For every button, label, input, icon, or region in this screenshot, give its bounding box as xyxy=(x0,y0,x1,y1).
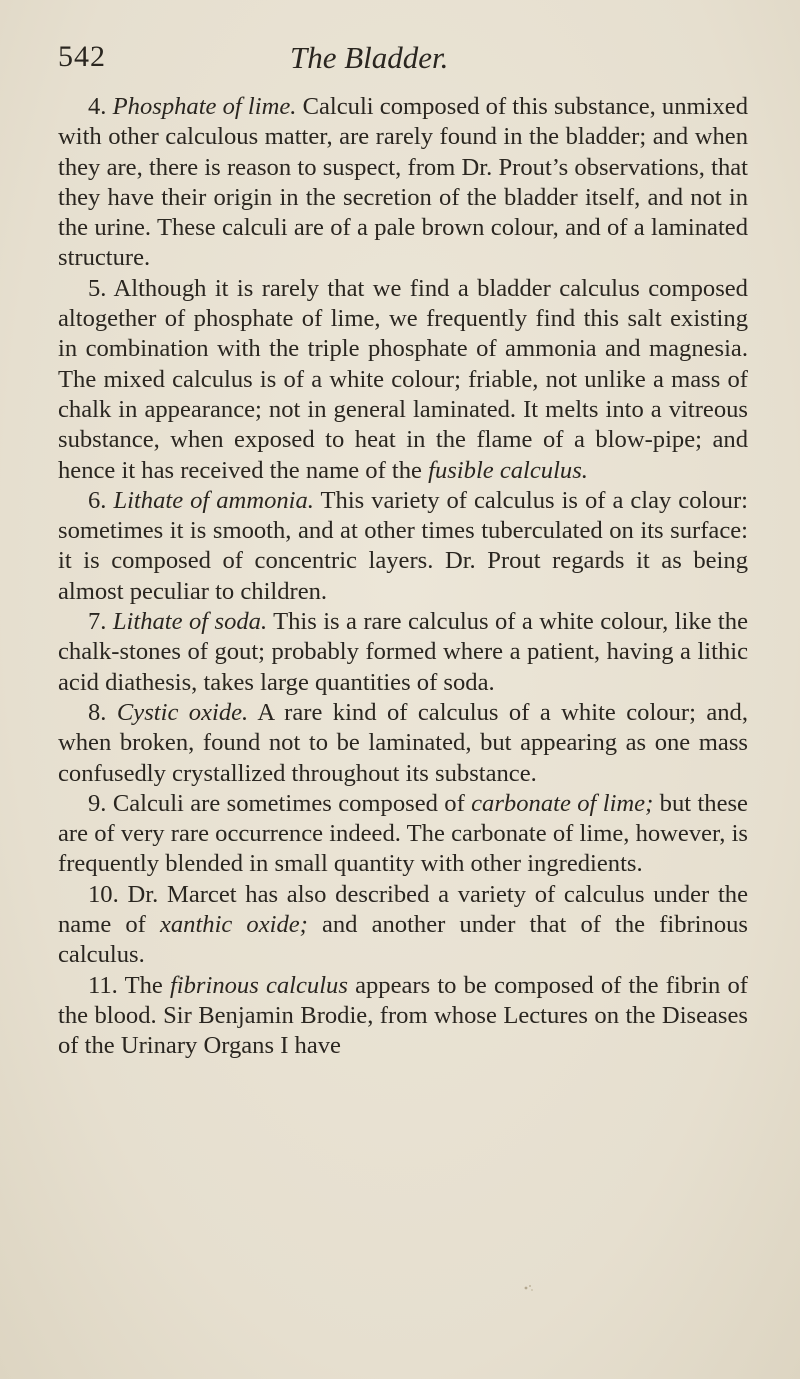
paper-speck xyxy=(522,1282,536,1292)
paragraph-text: The xyxy=(124,971,163,999)
paragraph-number: 8. xyxy=(88,698,107,726)
paragraph-10 xyxy=(58,880,748,971)
speck-mark xyxy=(522,1283,536,1293)
paragraph-body: A rare kind of calculus of a white colour; and, when broken, found not to be laminated, but appearing as one mass confusedly crystallized throughout its substance. xyxy=(58,698,749,787)
paragraph-italic-term: fusible calculus. xyxy=(428,456,588,484)
paragraph-8 xyxy=(58,698,748,789)
paragraph-9 xyxy=(58,789,748,880)
paragraph-7 xyxy=(58,607,748,698)
paragraph-italic-term: xanthic oxide; xyxy=(159,911,308,939)
paragraph-text-after: and another under that of the fibrinous calculus. xyxy=(58,911,748,969)
paragraph-number: 11. xyxy=(88,971,118,999)
paragraph-italic-term: carbonate of lime; xyxy=(471,789,654,817)
paragraph-5 xyxy=(58,274,748,486)
body-text xyxy=(58,92,748,1062)
page-number: 542 xyxy=(58,40,106,73)
paragraph-text: Dr. Marcet has also described a variety of calculus under the name of xyxy=(58,880,748,939)
running-title: The Bladder. xyxy=(290,40,449,75)
paragraph-italic-term: fibrinous calculus xyxy=(169,971,348,999)
paragraph-number: 4. xyxy=(88,93,107,120)
paragraph-4 xyxy=(58,92,748,274)
paragraph-text: Calculi are sometimes composed of xyxy=(112,789,465,817)
paragraph-text: Although it is rarely that we find a bladder calculus composed altogether of phosphate of lime, we frequently find this salt existing in combination with the triple phosphate of ammonia and magnesia. The mixed calculus is of a white colour; friable, not unlike a mass of chalk in appearance; not in general laminated. It melts into a vitreous substance, when exposed to heat in the flame of a blow-pipe; and hence it has received the name of the xyxy=(58,274,748,484)
paragraph-title: Phosphate of lime. xyxy=(112,93,297,120)
page-header xyxy=(58,40,758,80)
paragraph-number: 10. xyxy=(88,880,119,908)
paragraph-number: 9. xyxy=(88,789,107,817)
paragraph-title: Lithate of soda. xyxy=(112,608,268,636)
paragraph-text-after: appears to be composed of the fibrin of the blood. Sir Benjamin Brodie, from whose Lectures on the Diseases of the Urinary Organs I have xyxy=(58,971,748,1060)
paragraph-title: Cystic oxide. xyxy=(116,698,249,726)
paragraph-6 xyxy=(58,486,748,607)
paragraph-number: 6. xyxy=(88,486,107,514)
paragraph-title: Lithate of ammonia. xyxy=(113,486,314,514)
paragraph-body: This is a rare calculus of a white colour, like the chalk-stones of gout; probably formed where a patient, having a lithic acid diathesis, takes large quantities of soda. xyxy=(58,608,748,696)
paragraph-text-after: but these are of very rare occurrence indeed. The carbonate of lime, however, is frequently blended in small quantity with other ingredients. xyxy=(58,789,748,878)
paragraph-11 xyxy=(58,971,748,1062)
paragraph-body: This variety of calculus is of a clay colour: sometimes it is smooth, and at other times tuberculated on its surface: it is composed of concentric layers. Dr. Prout regards it as being almost peculiar to children. xyxy=(58,486,748,605)
paragraph-number: 5. xyxy=(88,274,107,302)
paragraph-body: Calculi composed of this substance, unmixed with other calculous matter, are rarely found in the bladder; and when they are, there is reason to suspect, from Dr. Prout’s observations, that they have their origin in the secretion of the bladder itself, and not in the urine. These calculi are of a pale brown colour, and of a laminated structure. xyxy=(58,93,748,272)
paragraph-number: 7. xyxy=(88,608,107,636)
